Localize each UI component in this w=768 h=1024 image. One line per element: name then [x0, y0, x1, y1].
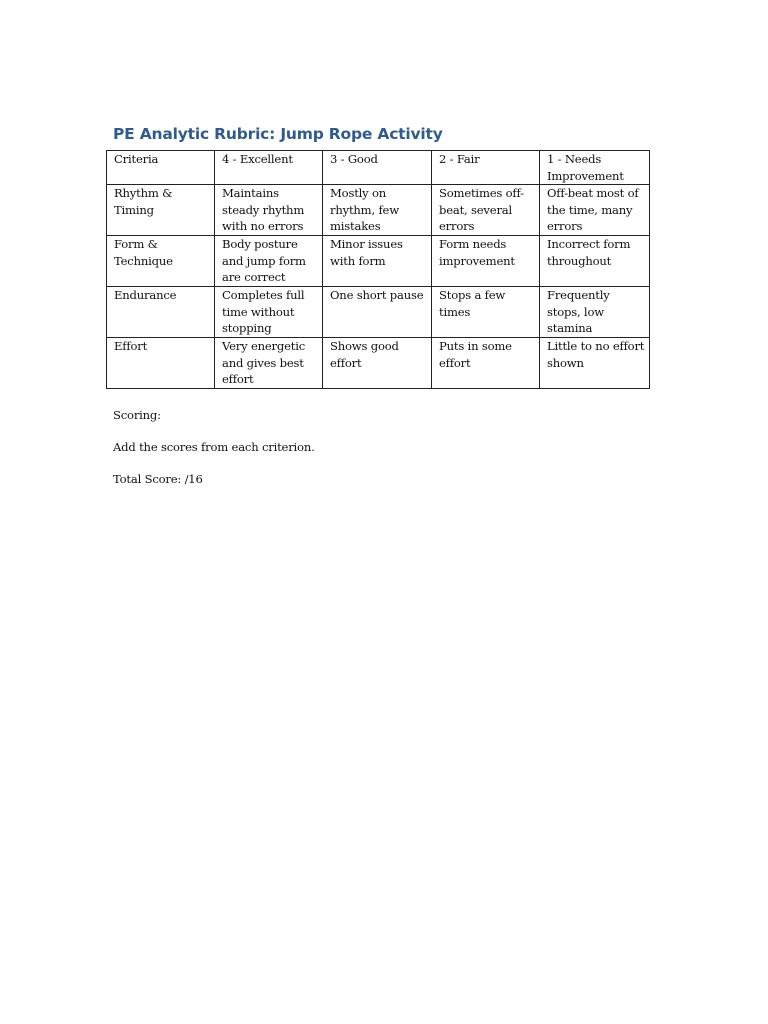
- header-cell-fair: 2 - Fair: [432, 151, 540, 185]
- table-cell: Puts in some effort: [432, 338, 540, 389]
- scoring-instruction: Add the scores from each criterion.: [113, 440, 315, 454]
- table-cell: Body posture and jump form are correct: [215, 236, 323, 287]
- criterion-cell: Rhythm & Timing: [107, 185, 215, 236]
- table-cell: Mostly on rhythm, few mistakes: [323, 185, 432, 236]
- table-cell: One short pause: [323, 287, 432, 338]
- criterion-cell: Form & Technique: [107, 236, 215, 287]
- table-cell: Little to no effort shown: [540, 338, 650, 389]
- document-title: PE Analytic Rubric: Jump Rope Activity: [113, 125, 443, 143]
- header-cell-criteria: Criteria: [107, 151, 215, 185]
- table-cell: Incorrect form throughout: [540, 236, 650, 287]
- table-cell: Stops a few times: [432, 287, 540, 338]
- header-cell-needs-improvement: 1 - Needs Improvement: [540, 151, 650, 185]
- table-cell: Very energetic and gives best effort: [215, 338, 323, 389]
- rubric-table: [106, 150, 650, 389]
- table-cell: Sometimes off-beat, several errors: [432, 185, 540, 236]
- table-row-effort: [107, 338, 650, 389]
- table-header-row: [107, 151, 650, 185]
- table-cell: Frequently stops, low stamina: [540, 287, 650, 338]
- table-row-rhythm-timing: [107, 185, 650, 236]
- table-row-form-technique: [107, 236, 650, 287]
- header-cell-good: 3 - Good: [323, 151, 432, 185]
- criterion-cell: Effort: [107, 338, 215, 389]
- header-cell-excellent: 4 - Excellent: [215, 151, 323, 185]
- table-cell: Form needs improvement: [432, 236, 540, 287]
- table-cell: Completes full time without stopping: [215, 287, 323, 338]
- table-cell: Maintains steady rhythm with no errors: [215, 185, 323, 236]
- table-cell: Off-beat most of the time, many errors: [540, 185, 650, 236]
- table-cell: Minor issues with form: [323, 236, 432, 287]
- total-score-line: Total Score: /16: [113, 472, 203, 486]
- criterion-cell: Endurance: [107, 287, 215, 338]
- table-row-endurance: [107, 287, 650, 338]
- scoring-heading: Scoring:: [113, 408, 161, 422]
- table-cell: Shows good effort: [323, 338, 432, 389]
